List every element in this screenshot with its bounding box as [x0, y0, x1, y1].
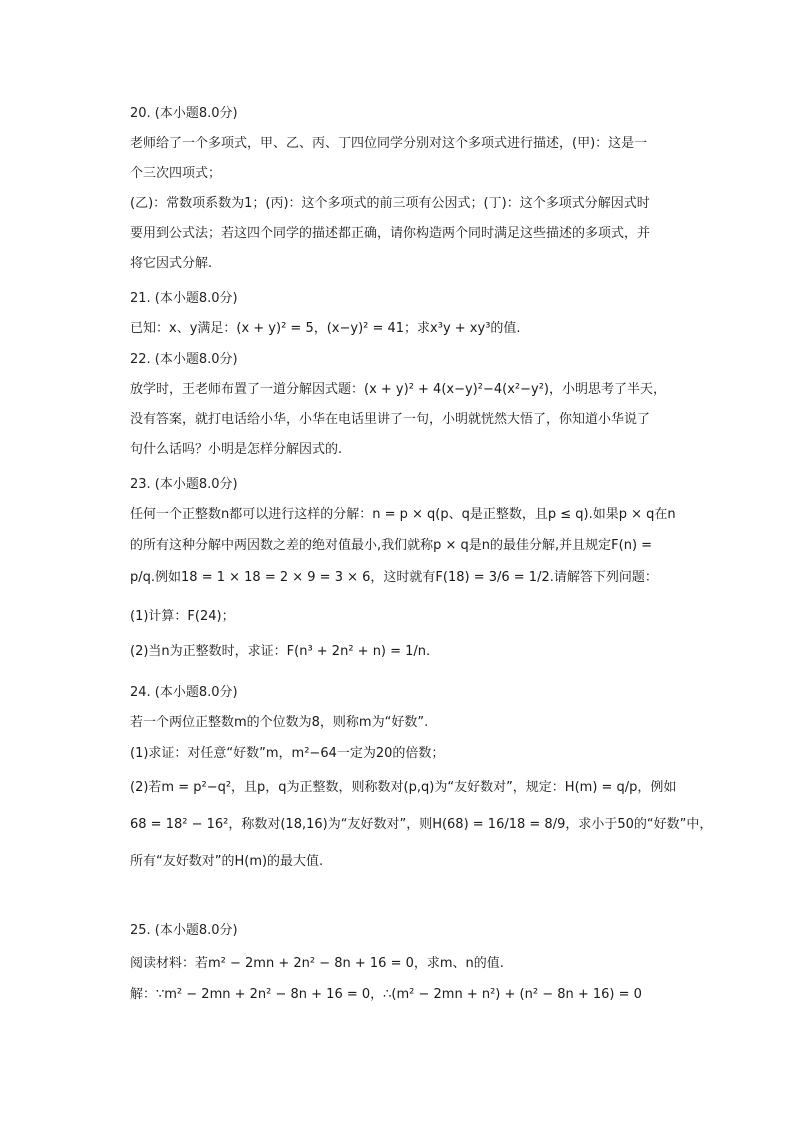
problem-23-line-2: 的所有这种分解中两因数之差的绝对值最小,我们就称p × q是n的最佳分解,并且规定F(n) =	[130, 538, 653, 553]
problem-23-line-4: (1)计算：F(24)；	[130, 609, 235, 624]
problem-25-line-2: 解：∵m² − 2mn + 2n² − 8n + 16 = 0，∴(m² − 2mn + n²) + (n² − 8n + 16) = 0	[130, 987, 642, 1002]
problem-22-line-1: 放学时，王老师布置了一道分解因式题：(x + y)² + 4(x−y)²−4(x²−y²)，小明思考了半天，	[130, 382, 666, 397]
problem-20-line-1: 老师给了一个多项式，甲、乙、丙、丁四位同学分别对这个多项式进行描述，(甲)：这是一	[130, 136, 648, 151]
problem-23-line-3: p/q.例如18 = 1 × 18 = 2 × 9 = 3 × 6，这时就有F(18) = 3/6 = 1/2.请解答下列问题：	[130, 570, 658, 585]
problem-20-line-2: 个三次四项式；	[130, 166, 222, 181]
problem-20-line-4: 要用到公式法；若这四个同学的描述都正确，请你构造两个同时满足这些描述的多项式，并	[130, 226, 651, 241]
problem-24-line-1: 若一个两位正整数m的个位数为8，则称m为“好数”.	[130, 715, 429, 730]
problem-22-line-2: 没有答案，就打电话给小华，小华在电话里讲了一句，小明就恍然大悟了，你知道小华说了	[130, 412, 651, 427]
problem-23-line-5: (2)当n为正整数时，求证：F(n³ + 2n² + n) = 1/n.	[130, 644, 431, 659]
problem-25-line-1: 阅读材料：若m² − 2mn + 2n² − 8n + 16 = 0，求m、n的值.	[130, 956, 504, 971]
problem-23-heading: 23. (本小题8.0分)	[130, 477, 238, 492]
problem-22-line-3: 句什么话吗？小明是怎样分解因式的.	[130, 442, 343, 457]
problem-23-line-1: 任何一个正整数n都可以进行这样的分解：n = p × q(p、q是正整数，且p ≤ q).如果p × q在n	[130, 507, 676, 522]
problem-20-heading: 20. (本小题8.0分)	[130, 106, 238, 121]
problem-22-heading: 22. (本小题8.0分)	[130, 352, 238, 367]
problem-24-line-2: (1)求证：对任意“好数”m，m²−64一定为20的倍数；	[130, 746, 445, 761]
problem-24-heading: 24. (本小题8.0分)	[130, 685, 238, 700]
problem-21-heading: 21. (本小题8.0分)	[130, 291, 238, 306]
problem-20-line-5: 将它因式分解.	[130, 256, 213, 271]
problem-25-heading: 25. (本小题8.0分)	[130, 923, 238, 938]
problem-24-line-5: 所有“友好数对”的H(m)的最大值.	[130, 854, 324, 869]
problem-24-line-4: 68 = 18² − 16²，称数对(18,16)为“友好数对”，则H(68) = 16/18 = 8/9，求小于50的“好数”中，	[130, 817, 713, 832]
problem-21-line-1: 已知：x、y满足：(x + y)² = 5，(x−y)² = 41；求x³y + xy³的值.	[130, 321, 521, 336]
problem-20-line-3: (乙)：常数项系数为1；(丙)：这个多项式的前三项有公因式；(丁)：这个多项式分解因式时	[130, 196, 650, 211]
problem-24-line-3: (2)若m = p²−q²，且p，q为正整数，则称数对(p,q)为“友好数对”，规定：H(m) = q/p，例如	[130, 780, 677, 795]
